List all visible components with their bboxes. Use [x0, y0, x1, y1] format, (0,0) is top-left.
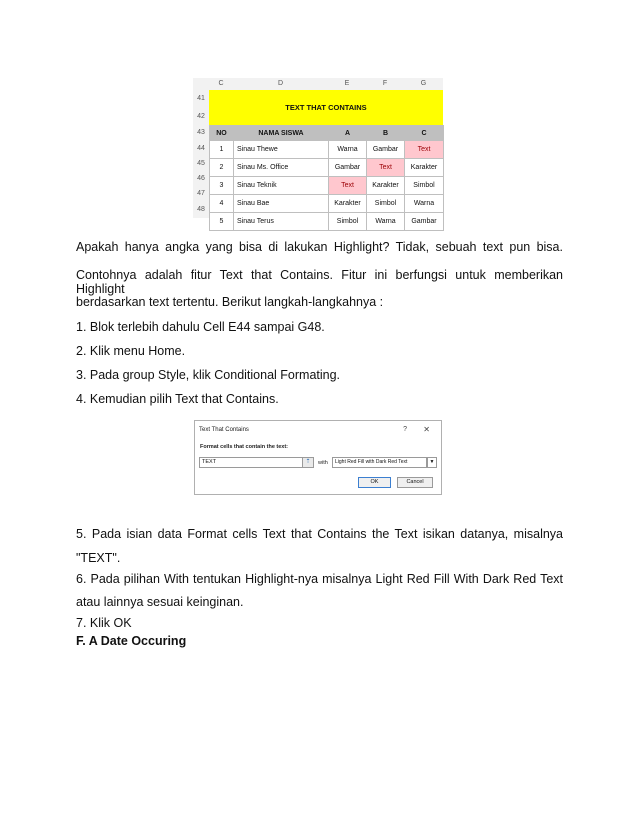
- step-1: 1. Blok terlebih dahulu Cell E44 sampai G48.: [76, 320, 325, 334]
- close-icon[interactable]: ✕: [423, 425, 430, 434]
- cell-c: Karakter: [405, 159, 444, 177]
- header-b: B: [367, 126, 405, 141]
- ok-button[interactable]: OK: [358, 477, 391, 488]
- cell-name: Sinau Terus: [234, 213, 329, 231]
- data-table: [209, 125, 444, 231]
- header-c: C: [405, 126, 444, 141]
- header-nama-siswa: NAMA SISWA: [234, 126, 329, 141]
- cell-no: 3: [210, 177, 234, 195]
- row-number: 44: [193, 141, 210, 156]
- row-number: 46: [193, 171, 210, 186]
- cancel-button[interactable]: Cancel: [397, 477, 433, 488]
- with-label: with: [318, 460, 328, 466]
- help-icon[interactable]: ?: [403, 426, 407, 433]
- step-5-line: 5. Pada isian data Format cells Text that Contains the Text isikan datanya, misalnya: [76, 527, 563, 541]
- cell-a: Karakter: [329, 195, 367, 213]
- cell-b-highlighted: Text: [367, 159, 405, 177]
- chevron-down-icon[interactable]: ▼: [427, 457, 437, 468]
- cell-no: 1: [210, 141, 234, 159]
- step-2: 2. Klik menu Home.: [76, 344, 186, 358]
- cell-b: Simbol: [367, 195, 405, 213]
- table-row: [210, 159, 444, 177]
- dialog-title: Text That Contains: [199, 427, 249, 433]
- step-7: 7. Klik OK: [76, 616, 132, 630]
- column-header-g: G: [404, 78, 443, 91]
- table-header-row: [210, 126, 444, 141]
- range-selector-icon[interactable]: ⇡: [302, 457, 314, 468]
- row-number: 48: [193, 201, 210, 218]
- format-select[interactable]: Light Red Fill with Dark Red Text: [332, 457, 427, 468]
- step-3: 3. Pada group Style, klik Conditional Formating.: [76, 368, 341, 382]
- cell-no: 4: [210, 195, 234, 213]
- row-number: 41: [193, 90, 210, 108]
- row-number: 42: [193, 108, 210, 125]
- cell-name: Sinau Teknik: [234, 177, 329, 195]
- text-that-contains-dialog: [194, 420, 442, 495]
- cell-a-highlighted: Text: [329, 177, 367, 195]
- paragraph-line: berdasarkan text tertentu. Berikut langkah-langkahnya :: [76, 295, 384, 309]
- header-no: NO: [210, 126, 234, 141]
- cell-b: Gambar: [367, 141, 405, 159]
- cell-c: Simbol: [405, 177, 444, 195]
- cell-name: Sinau Thewe: [234, 141, 329, 159]
- table-row: [210, 213, 444, 231]
- cell-b: Karakter: [367, 177, 405, 195]
- cell-name: Sinau Ms. Office: [234, 159, 329, 177]
- cell-no: 2: [210, 159, 234, 177]
- column-header-d: D: [233, 78, 328, 91]
- paragraph-line: Apakah hanya angka yang bisa di lakukan Highlight? Tidak, sebuah text pun bisa.: [76, 240, 563, 254]
- column-header-c: C: [209, 78, 233, 91]
- column-header-f: F: [366, 78, 404, 91]
- table-row: [210, 195, 444, 213]
- step-5-line: "TEXT".: [76, 551, 121, 565]
- cell-no: 5: [210, 213, 234, 231]
- spreadsheet-screenshot: [193, 78, 443, 225]
- dialog-instruction-label: Format cells that contain the text:: [200, 444, 289, 450]
- table-row: [210, 141, 444, 159]
- sheet-title: TEXT THAT CONTAINS: [209, 90, 443, 126]
- table-row: [210, 177, 444, 195]
- step-4: 4. Kemudian pilih Text that Contains.: [76, 392, 279, 406]
- cell-a: Gambar: [329, 159, 367, 177]
- step-6-line: 6. Pada pilihan With tentukan Highlight-nya misalnya Light Red Fill With Dark Red Text: [76, 572, 563, 586]
- row-number: 45: [193, 156, 210, 171]
- cell-c: Gambar: [405, 213, 444, 231]
- cell-a: Simbol: [329, 213, 367, 231]
- header-a: A: [329, 126, 367, 141]
- cell-name: Sinau Bae: [234, 195, 329, 213]
- cell-c-highlighted: Text: [405, 141, 444, 159]
- step-6-line: atau lainnya sesuai keinginan.: [76, 595, 244, 609]
- row-number: 47: [193, 186, 210, 201]
- paragraph-line: Contohnya adalah fitur Text that Contains. Fitur ini berfungsi untuk memberikan Highlight: [76, 268, 563, 296]
- row-number: 43: [193, 125, 210, 141]
- section-heading: F. A Date Occuring: [76, 634, 187, 648]
- text-input[interactable]: TEXT: [199, 457, 307, 468]
- cell-b: Warna: [367, 213, 405, 231]
- column-header-e: E: [328, 78, 366, 91]
- cell-c: Warna: [405, 195, 444, 213]
- cell-a: Warna: [329, 141, 367, 159]
